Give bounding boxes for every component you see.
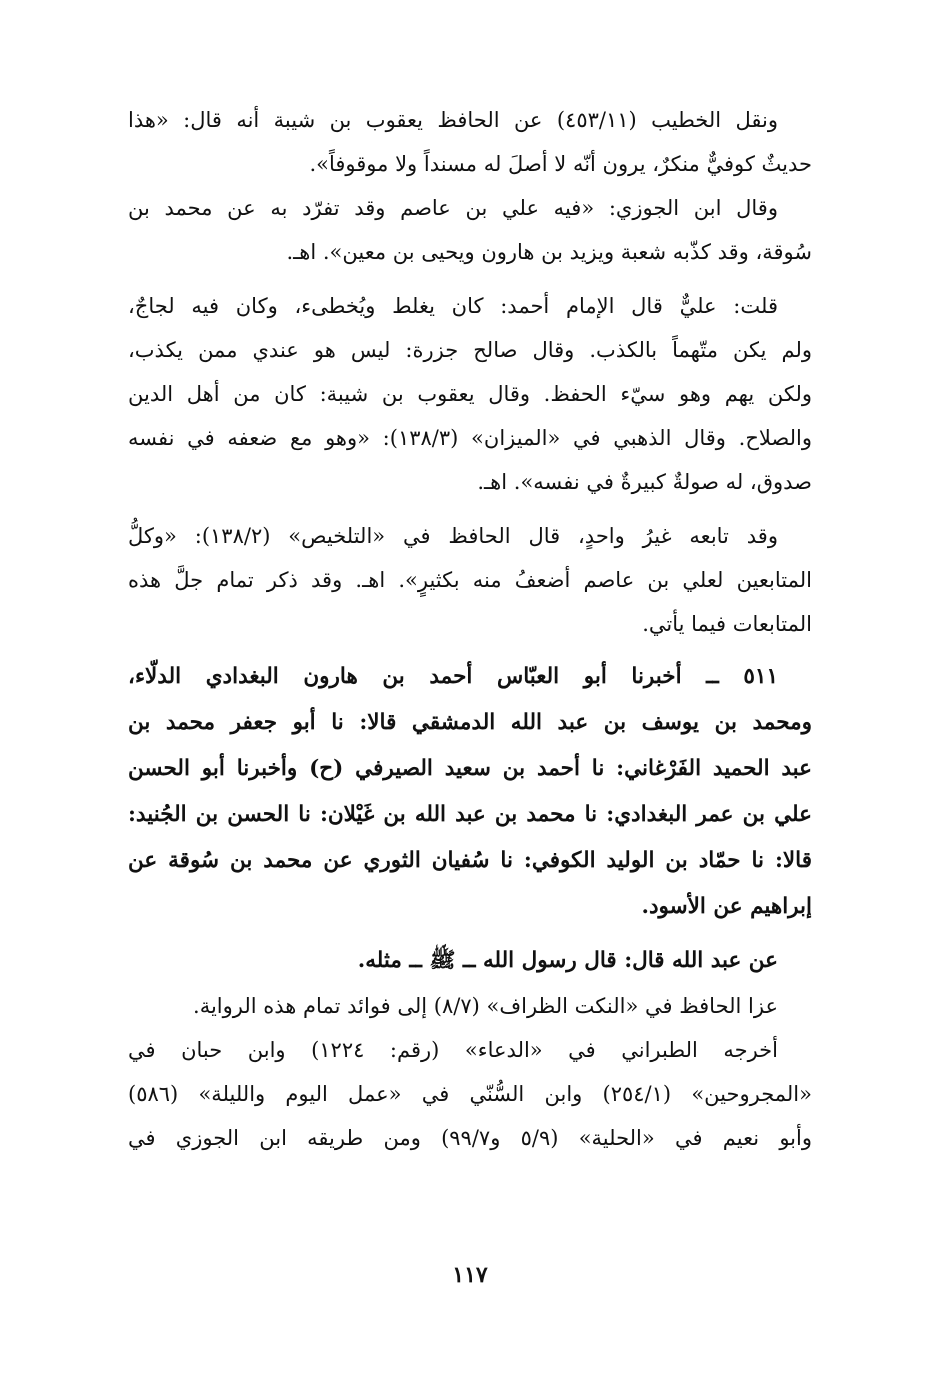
paragraph-author-comment xyxy=(128,284,812,504)
hadith-511-matn xyxy=(128,938,812,984)
text-line: وقال ابن الجوزي: «فيه علي بن عاصم وقد تفرّد به عن محمد بن xyxy=(128,196,778,220)
text-line: والصلاح. وقال الذهبي في «الميزان» (١٣٨/٣): «وهو مع ضعفه في نفسه xyxy=(128,426,812,450)
paragraph-takhrij xyxy=(128,1028,812,1160)
text-line: إبراهيم عن الأسود. xyxy=(641,894,812,919)
paragraph-khatib-quote xyxy=(128,98,812,186)
text-line: قلت: عليٌّ قال الإمام أحمد: كان يغلط ويُخطىء، وكان فيه لجاجٌ، xyxy=(128,294,778,318)
paragraph-gap xyxy=(128,504,812,514)
paragraph-followers xyxy=(128,514,812,646)
text-line: حديثٌ كوفيٌّ منكرٌ، يرون أنّه لا أصلَ له مسنداً ولا موقوفاً». xyxy=(309,152,812,176)
paragraph-gap xyxy=(128,930,812,938)
paragraph-ibn-jawzi-quote xyxy=(128,186,812,274)
paragraph-attribution xyxy=(128,984,812,1028)
text-line: قالا: نا حمّاد بن الوليد الكوفي: نا سُفيان الثوري عن محمد بن سُوقة عن xyxy=(128,848,812,873)
page-number: ١١٧ xyxy=(452,1262,488,1288)
text-line: المتابعين لعلي بن عاصم أضعفُ منه بكثيرٍ». اهـ. وقد ذكر تمام جلَّ هذه xyxy=(128,568,812,592)
text-line: سُوقة، وقد كذّبه شعبة ويزيد بن هارون ويحيى بن معين». اهـ. xyxy=(286,240,812,264)
page-body xyxy=(128,98,812,1160)
text-line: المتابعات فيما يأتي. xyxy=(642,612,812,636)
hadith-511-isnad xyxy=(128,654,812,930)
paragraph-gap xyxy=(128,274,812,284)
text-line: ولكن يهم وهو سيّء الحفظ. وقال يعقوب بن شيبة: كان من أهل الدين xyxy=(128,382,812,406)
text-line: «المجروحين» (٢٥٤/١) وابن السُّنّي في «عمل اليوم والليلة» (٥٨٦) xyxy=(128,1082,812,1106)
text-line: صدوق، له صولةٌ كبيرةٌ في نفسه». اهـ. xyxy=(477,470,812,494)
text-line: أخرجه الطبراني في «الدعاء» (رقم: ١٢٢٤) وابن حبان في xyxy=(128,1038,778,1062)
text-line: ومحمد بن يوسف بن عبد الله الدمشقي قالا: نا أبو جعفر محمد بن xyxy=(128,710,812,735)
text-line: ولم يكن متّهماً بالكذب. وقال صالح جزرة: ليس هو عندي ممن يكذب، xyxy=(128,338,812,362)
text-line: ٥١١ ــ أخبرنا أبو العبّاس أحمد بن هارون البغدادي الدلّاء، xyxy=(128,664,778,689)
text-line: وأبو نعيم في «الحلية» (٥/٩ و٩٩/٧) ومن طريقه ابن الجوزي في xyxy=(128,1126,812,1150)
text-line: ونقل الخطيب (٤٥٣/١١) عن الحافظ يعقوب بن شيبة أنه قال: «هذا xyxy=(128,108,778,132)
text-line: علي بن عمر البغدادي: نا محمد بن عبد الله بن غَيْلان: نا الحسن بن الجُنيد: xyxy=(128,802,812,827)
text-line: عن عبد الله قال: قال رسول الله ــ ﷺ ــ مثله. xyxy=(357,948,778,973)
text-line: وقد تابعه غيرُ واحدٍ، قال الحافظ في «التلخيص» (١٣٨/٢): «وكلُّ xyxy=(128,524,778,548)
text-line: عبد الحميد الفَرْغاني: نا أحمد بن سعيد الصيرفي (ح) وأخبرنا أبو الحسن xyxy=(128,756,812,781)
text-line: عزا الحافظ في «النكت الظراف» (٨/٧) إلى فوائد تمام هذه الرواية. xyxy=(193,994,778,1018)
paragraph-gap xyxy=(128,646,812,654)
